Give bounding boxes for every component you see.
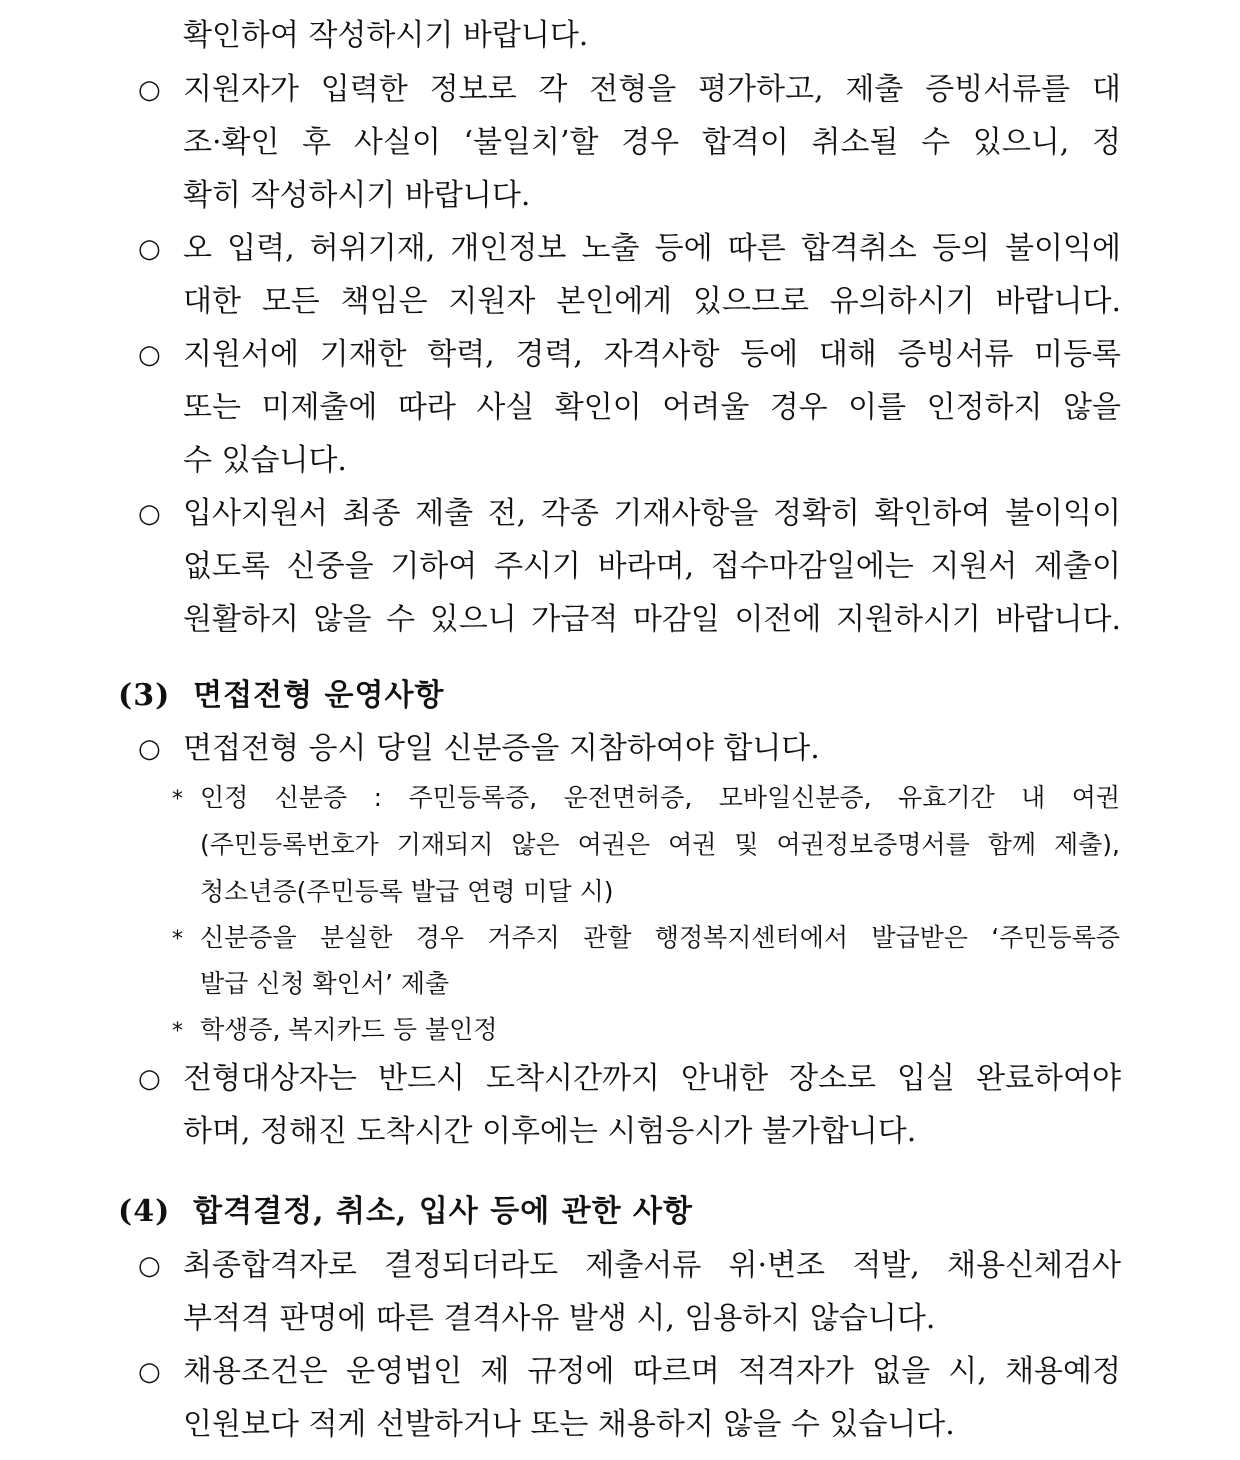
paragraph-line: 최종합격자로 결정되더라도 제출서류 위·변조 적발, 채용신체검사 bbox=[183, 1248, 1121, 1283]
bullet-circle-icon: ○ bbox=[138, 234, 161, 264]
paragraph-line: 지원서에 기재한 학력, 경력, 자격사항 등에 대해 증빙서류 미등록 bbox=[183, 337, 1121, 372]
bullet-circle-icon: ○ bbox=[138, 75, 161, 105]
bullet-circle-icon: ○ bbox=[138, 1357, 161, 1387]
paragraph-line: 원활하지 않을 수 있으니 가급적 마감일 이전에 지원하시기 바랍니다. bbox=[183, 602, 1121, 637]
section-heading-3 bbox=[118, 676, 444, 716]
paragraph-line: 없도록 신중을 기하여 주시기 바라며, 접수마감일에는 지원서 제출이 bbox=[183, 549, 1121, 584]
paragraph-line: 인원보다 적게 선발하거나 또는 채용하지 않을 수 있습니다. bbox=[183, 1407, 955, 1442]
paragraph-line: 부적격 판명에 따른 결격사유 발생 시, 임용하지 않습니다. bbox=[183, 1301, 936, 1336]
paragraph-line: 수 있습니다. bbox=[183, 443, 347, 478]
paragraph-line: 또는 미제출에 따라 사실 확인이 어려울 경우 이를 인정하지 않을 bbox=[183, 390, 1121, 425]
intro-line: 확인하여 작성하시기 바랍니다. bbox=[183, 18, 589, 53]
asterisk-icon: * bbox=[172, 927, 183, 952]
bullet-circle-icon: ○ bbox=[138, 340, 161, 370]
section-number: (4) bbox=[118, 1194, 171, 1229]
paragraph-line: 입사지원서 최종 제출 전, 각종 기재사항을 정확히 확인하여 불이익이 bbox=[183, 496, 1121, 531]
bullet-circle-icon: ○ bbox=[138, 1251, 161, 1281]
asterisk-icon: * bbox=[172, 787, 183, 812]
paragraph-line: 전형대상자는 반드시 도착시간까지 안내한 장소로 입실 완료하여야 bbox=[183, 1061, 1121, 1096]
section-title: 합격결정, 취소, 입사 등에 관한 사항 bbox=[193, 1194, 693, 1229]
section-number: (3) bbox=[118, 678, 171, 713]
paragraph-line: 면접전형 응시 당일 신분증을 지참하여야 합니다. bbox=[183, 731, 820, 766]
note-line: (주민등록번호가 기재되지 않은 여권은 여권 및 여권정보증명서를 함께 제출), bbox=[200, 830, 1120, 859]
paragraph-line: 오 입력, 허위기재, 개인정보 노출 등에 따른 합격취소 등의 불이익에 bbox=[183, 231, 1121, 266]
asterisk-icon: * bbox=[172, 1019, 183, 1044]
bullet-circle-icon: ○ bbox=[138, 734, 161, 764]
section-title: 면접전형 운영사항 bbox=[193, 678, 445, 713]
note-line: 발급 신청 확인서’ 제출 bbox=[200, 969, 450, 998]
paragraph-line: 지원자가 입력한 정보로 각 전형을 평가하고, 제출 증빙서류를 대 bbox=[183, 72, 1121, 107]
note-line: 청소년증(주민등록 발급 연령 미달 시) bbox=[200, 877, 614, 906]
note-line: 학생증, 복지카드 등 불인정 bbox=[200, 1015, 498, 1044]
note-line: 신분증을 분실한 경우 거주지 관할 행정복지센터에서 발급받은 ‘주민등록증 bbox=[200, 923, 1120, 952]
bullet-circle-icon: ○ bbox=[138, 499, 161, 529]
note-line: 인정 신분증 : 주민등록증, 운전면허증, 모바일신분증, 유효기간 내 여권 bbox=[200, 783, 1120, 812]
section-heading-4 bbox=[118, 1192, 693, 1232]
bullet-circle-icon: ○ bbox=[138, 1064, 161, 1094]
paragraph-line: 확히 작성하시기 바랍니다. bbox=[183, 178, 531, 213]
paragraph-line: 대한 모든 책임은 지원자 본인에게 있으므로 유의하시기 바랍니다. bbox=[183, 284, 1121, 319]
paragraph-line: 하며, 정해진 도착시간 이후에는 시험응시가 불가합니다. bbox=[183, 1114, 917, 1149]
paragraph-line: 조·확인 후 사실이 ‘불일치’할 경우 합격이 취소될 수 있으니, 정 bbox=[183, 125, 1121, 160]
paragraph-line: 채용조건은 운영법인 제 규정에 따르며 적격자가 없을 시, 채용예정 bbox=[183, 1354, 1121, 1389]
